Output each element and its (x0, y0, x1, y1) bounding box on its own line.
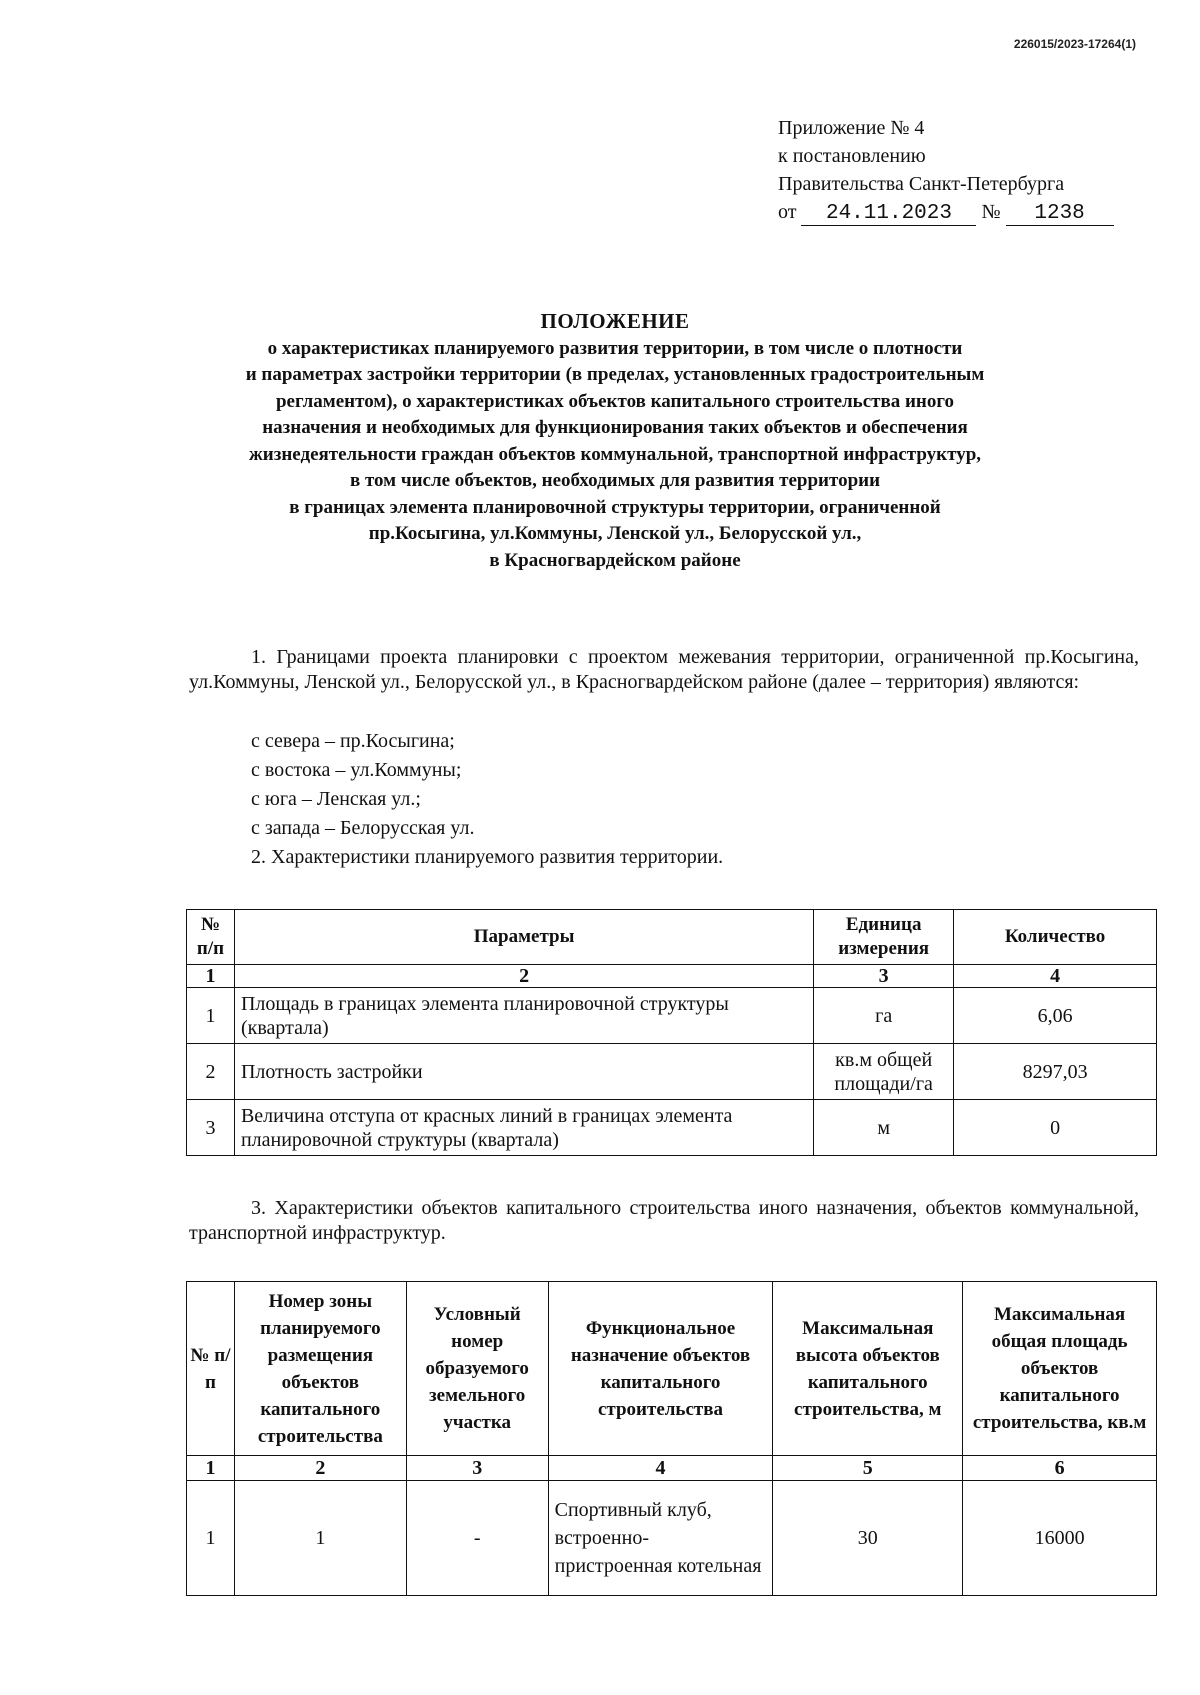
table-header-row (187, 1282, 1157, 1456)
boundary-south: с юга – Ленская ул.; (251, 788, 421, 810)
header-cell: Функциональное назначение объектов капитального строительства (548, 1282, 773, 1456)
title-line: и параметрах застройки территории (в пределах, установленных градостроительным (245, 364, 985, 385)
section-2-title: 2. Характеристики планируемого развития территории. (251, 846, 724, 868)
row-number: 1 (187, 1481, 235, 1596)
annex-date: 24.11.2023 (801, 203, 976, 226)
territory-characteristics-table (186, 909, 1157, 1156)
column-number: 6 (963, 1456, 1157, 1481)
table-row (187, 988, 1157, 1044)
row-number: 2 (187, 1044, 235, 1100)
column-number-row (187, 965, 1157, 988)
row-number: 1 (187, 988, 235, 1044)
title-line: регламентом), о характеристиках объектов капитального строительства иного (275, 390, 955, 412)
column-number: 3 (814, 965, 954, 988)
parameter-cell: Плотность застройки (234, 1044, 813, 1100)
header-cell: Максимальная общая площадь объектов капитального строительства, кв.м (963, 1282, 1157, 1456)
title-line: в Красногвардейском районе (489, 549, 741, 571)
annex-date-number (778, 198, 1114, 226)
max-area-cell: 16000 (963, 1481, 1157, 1596)
column-number: 2 (234, 1456, 406, 1481)
annex-to-resolution: к постановлению (778, 145, 926, 167)
header-cell: № п/п (187, 1282, 235, 1456)
header-cell: № п/п (187, 910, 235, 965)
title-line: о характеристиках планируемого развития территории, в том числе о плотности (267, 337, 963, 359)
table-header-row (187, 910, 1157, 965)
annex-number-label: № (981, 201, 1001, 223)
column-number: 4 (954, 965, 1157, 988)
unit-cell: м (814, 1100, 954, 1156)
quantity-cell: 8297,03 (954, 1044, 1157, 1100)
annex-header (778, 114, 1114, 226)
title-line: в том числе объектов, необходимых для развития территории (349, 470, 881, 491)
section-1-paragraph: 1. Границами проекта планировки с проектом межевания территории, ограниченной пр.Косыгина, ул.Коммуны, Ленской ул., Белорусской ул., в Красногвардейском районе (далее – территория) являются: (189, 646, 1139, 693)
table-row (187, 1100, 1157, 1156)
header-cell: Параметры (234, 910, 813, 965)
header-cell: Максимальная высота объектов капитального строительства, м (773, 1282, 963, 1456)
parameter-cell: Площадь в границах элемента планировочной структуры (квартала) (234, 988, 813, 1044)
quantity-cell: 0 (954, 1100, 1157, 1156)
document-title (150, 308, 1080, 574)
column-number: 4 (548, 1456, 773, 1481)
table-row (187, 1481, 1157, 1596)
parameter-cell: Величина отступа от красных линий в границах элемента планировочной структуры (квартала) (234, 1100, 813, 1156)
capital-construction-table (186, 1281, 1157, 1596)
plot-number-cell: - (406, 1481, 548, 1596)
column-number: 1 (187, 965, 235, 988)
unit-cell: га (814, 988, 954, 1044)
document-registration-number: 226015/2023-17264(1) (1013, 37, 1136, 51)
purpose-cell: Спортивный клуб, встроенно-пристроенная котельная (548, 1481, 773, 1596)
column-number: 1 (187, 1456, 235, 1481)
column-number: 5 (773, 1456, 963, 1481)
column-number: 3 (406, 1456, 548, 1481)
boundary-east: с востока – ул.Коммуны; (251, 759, 462, 781)
title-heading: ПОЛОЖЕНИЕ (540, 309, 690, 333)
annex-number: 1238 (1006, 203, 1114, 226)
column-number-row (187, 1456, 1157, 1481)
header-cell: Условный номер образуемого земельного участка (406, 1282, 548, 1456)
boundary-west: с запада – Белорусская ул. (251, 817, 475, 839)
title-line: в границах элемента планировочной структуры территории, ограниченной (289, 496, 941, 518)
annex-title: Приложение № 4 (778, 117, 925, 139)
annex-from-label: от (778, 201, 797, 223)
table-row (187, 1044, 1157, 1100)
boundary-north: с севера – пр.Косыгина; (251, 730, 455, 752)
section-3-title: 3. Характеристики объектов капитального строительства иного назначения, объектов коммунальной, транспортной инфраструктур. (189, 1197, 1139, 1244)
quantity-cell: 6,06 (954, 988, 1157, 1044)
boundaries-list (251, 727, 723, 872)
title-line: назначения и необходимых для функционирования таких объектов и обеспечения (262, 417, 968, 438)
zone-number-cell: 1 (234, 1481, 406, 1596)
column-number: 2 (234, 965, 813, 988)
header-cell: Номер зоны планируемого размещения объектов капитального строительства (234, 1282, 406, 1456)
title-line: пр.Косыгина, ул.Коммуны, Ленской ул., Белорусской ул., (368, 523, 862, 544)
row-number: 3 (187, 1100, 235, 1156)
header-cell: Количество (954, 910, 1157, 965)
header-cell: Единица измерения (814, 910, 954, 965)
title-line: жизнедеятельности граждан объектов коммунальной, транспортной инфраструктур, (248, 443, 982, 465)
max-height-cell: 30 (773, 1481, 963, 1596)
annex-government: Правительства Санкт-Петербурга (778, 173, 1065, 195)
unit-cell: кв.м общей площади/га (814, 1044, 954, 1100)
